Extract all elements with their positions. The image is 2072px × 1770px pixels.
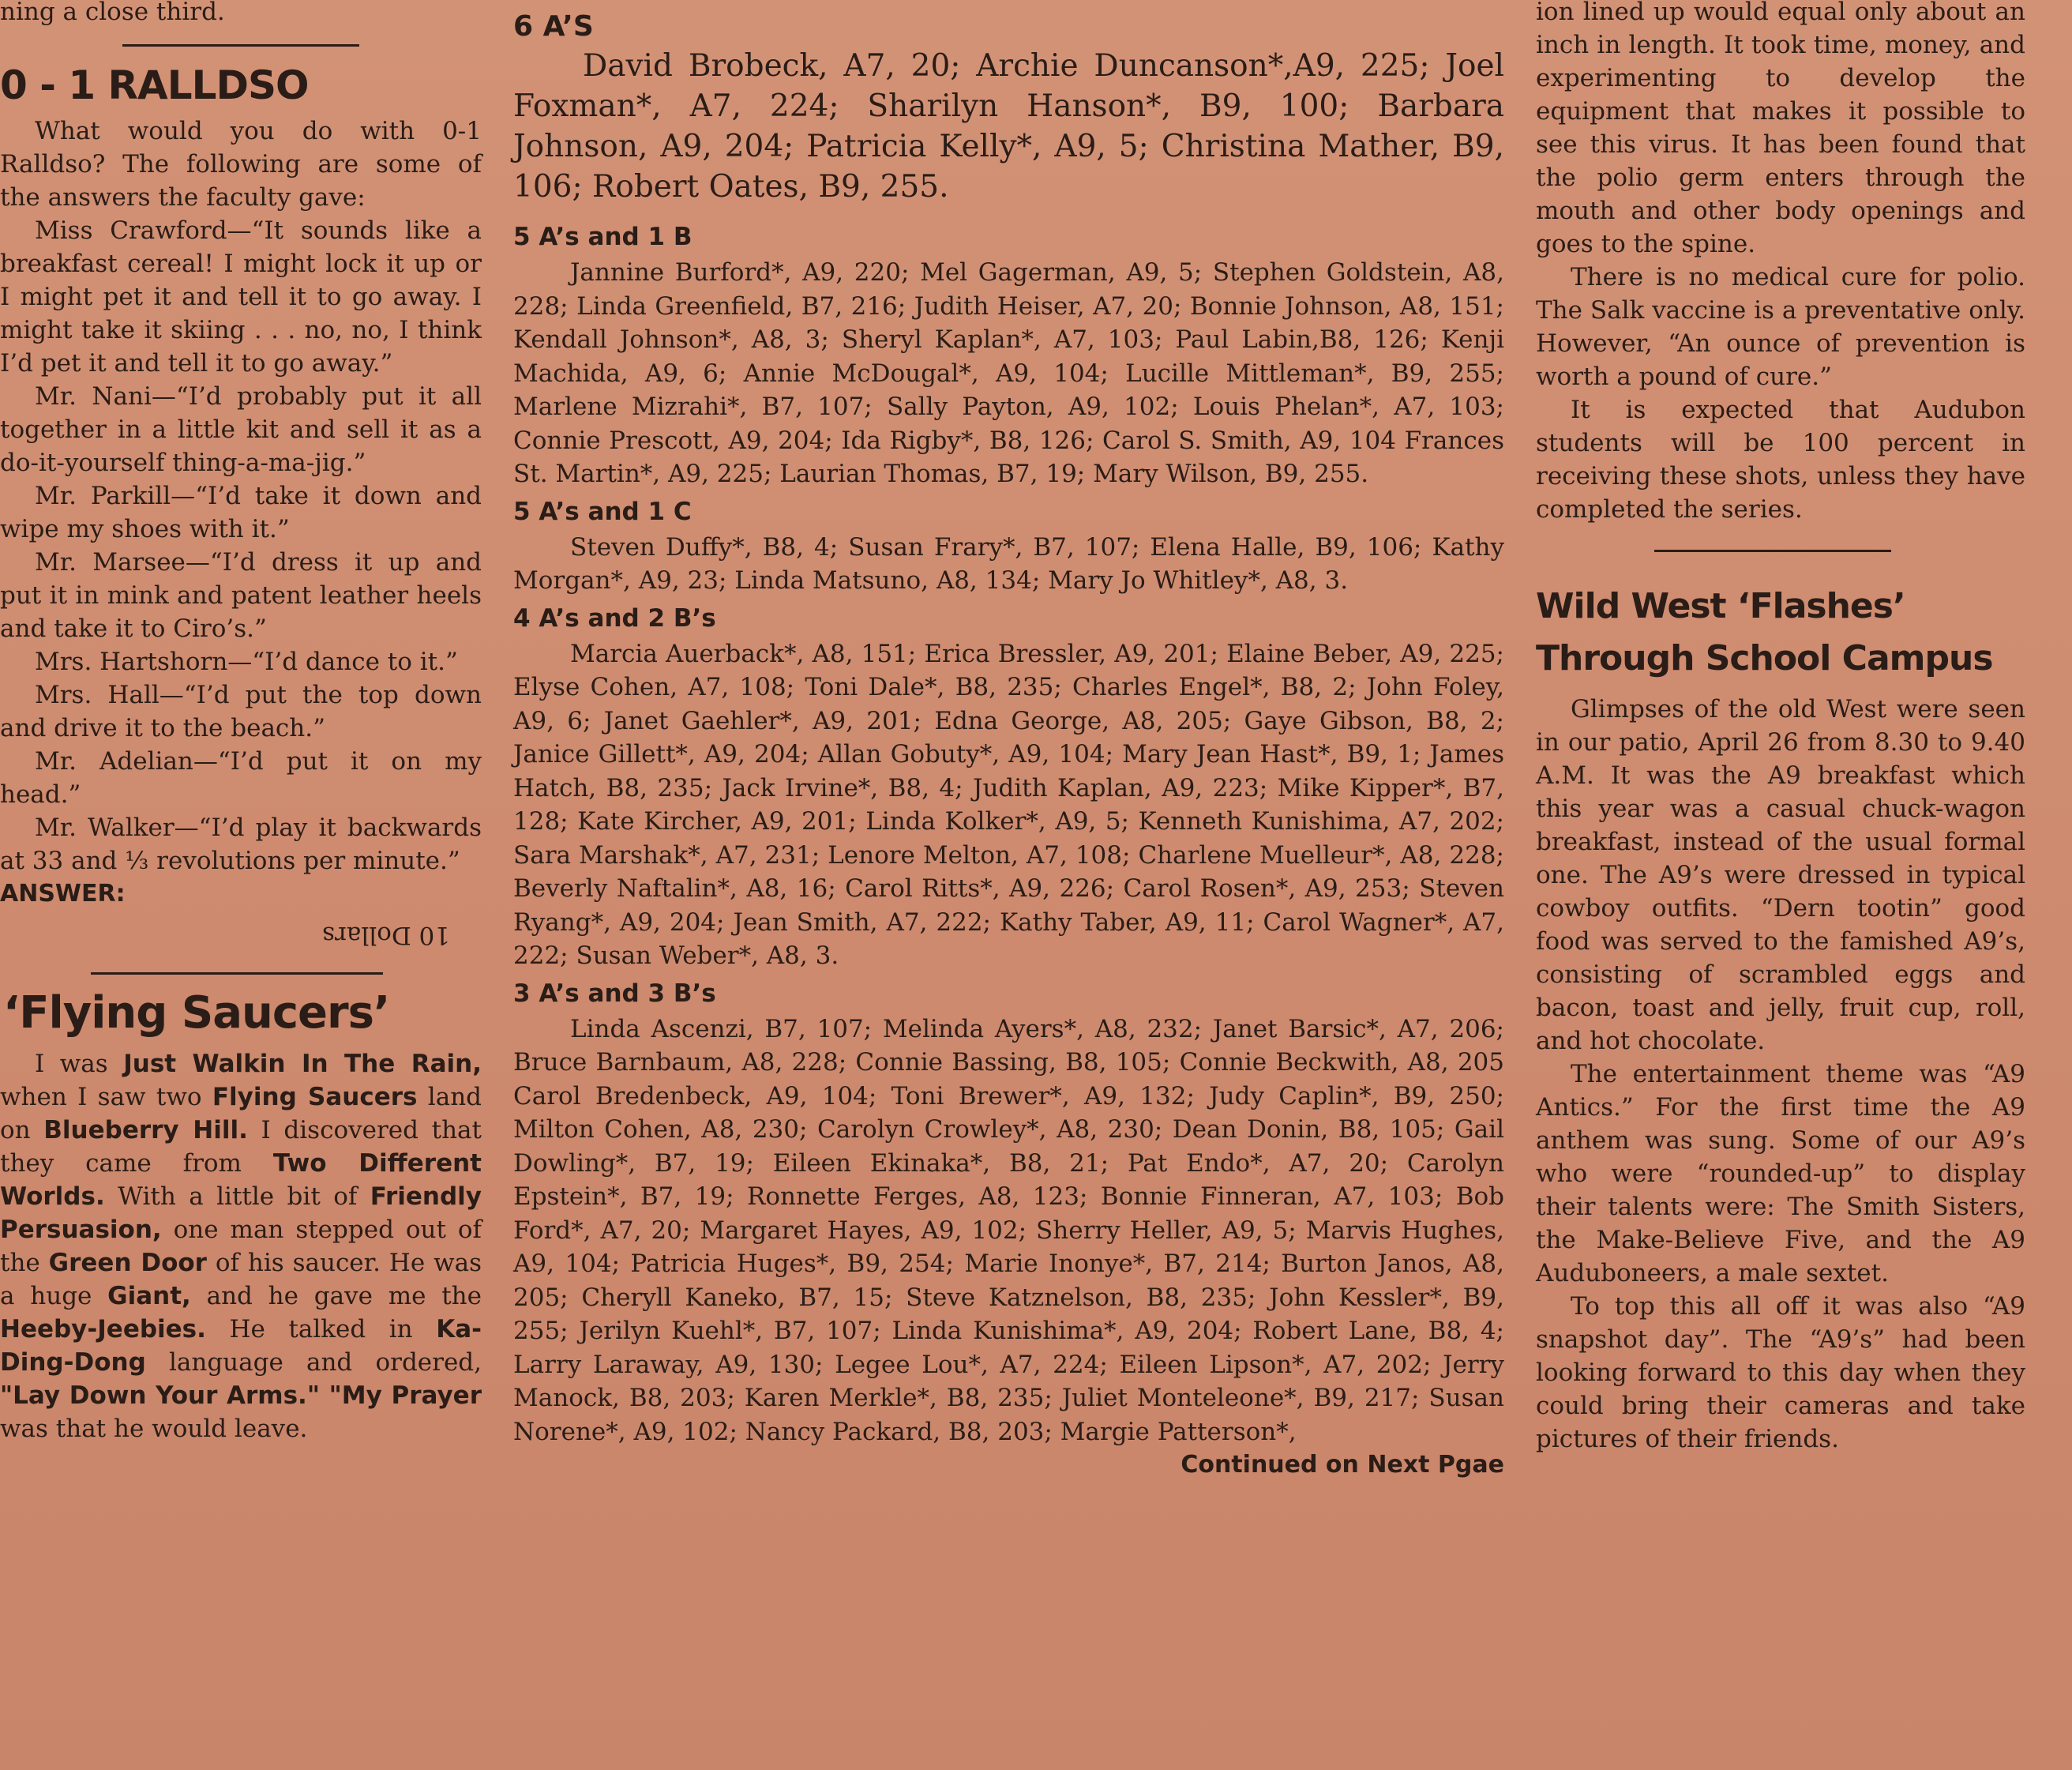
polio-paragraph: There is no medical cure for polio. The Salk vaccine is a preventative only. However, “An ounce of prevention is worth a pound of cure.”	[1536, 263, 2025, 391]
wildwest-paragraph: The entertainment theme was “A9 Antics.” For the first time the A9 anthem was sung. Some of our A9’s who were “rounded-up” to display their talents were: The Smith Sisters, the Make-Believe Five, and the A9 Auduboneers, a male sextet.	[1536, 1060, 2025, 1287]
student-name-list: Steven Duffy*, B8, 4; Susan Frary*, B7, 107; Elena Halle, B9, 106; Kathy Morgan*, A9, 23; Linda Matsuno, A8, 134; Mary Jo Whitley*, A8, 3.	[513, 532, 1504, 595]
song-title: "Lay Down Your Arms." "My Prayer	[0, 1381, 482, 1410]
saucers-text: was that he would leave.	[0, 1415, 308, 1443]
left-column	[0, 0, 482, 1445]
polio-article	[1536, 0, 2025, 526]
ralldso-paragraph: Mr. Walker—“I’d play it backwards at 33 and ⅓ revolutions per minute.”	[0, 814, 482, 875]
divider	[122, 44, 359, 47]
song-title: Green Door	[48, 1249, 207, 1277]
ralldso-paragraph: Mrs. Hartshorn—“I’d dance to it.”	[35, 648, 458, 676]
song-title: Giant,	[107, 1282, 191, 1310]
ralldso-paragraph: Mrs. Hall—“I’d put the top down and drive it to the beach.”	[0, 681, 482, 742]
song-title: Just Walkin In The Rain,	[123, 1050, 482, 1078]
saucers-text: land on	[0, 1083, 482, 1144]
ralldso-paragraph: Mr. Marsee—“I’d dress it up and put it in mink and patent leather heels and take it to Ciro’s.”	[0, 548, 482, 643]
saucers-text: language and ordered,	[145, 1348, 482, 1377]
saucers-text: of his saucer. He was a huge	[0, 1249, 482, 1310]
saucers-text: He talked in	[205, 1315, 437, 1343]
ralldso-paragraph: Mr. Adelian—“I’d put it on my head.”	[0, 747, 482, 809]
wildwest-paragraph: To top this all off it was also “A9 snapshot day”. The “A9’s” had been looking forward to this day when they could bring their cameras and take pictures of their friends.	[1536, 1292, 2025, 1453]
ralldso-paragraph: What would you do with 0-1 Ralldso? The following are some of the answers the faculty gave:	[0, 117, 482, 212]
honor-roll-list	[513, 9, 1504, 1449]
ralldso-article	[0, 115, 482, 877]
divider	[91, 972, 383, 975]
saucers-headline: ‘Flying Saucers’	[3, 987, 390, 1039]
wildwest-headline: Wild West ‘Flashes’ Through School Campus	[1536, 586, 1993, 678]
song-title: Friendly Persuasion,	[0, 1182, 482, 1244]
saucers-text: I was	[35, 1050, 124, 1078]
song-title: Blueberry Hill.	[43, 1116, 248, 1144]
student-name-list: David Brobeck, A7, 20; Archie Duncanson*,A9, 225; Joel Foxman*, A7, 224; Sharilyn Hanson*, B9, 100; Barbara Johnson, A9, 204; Patricia Kelly*, A9, 5; Christina Mather, B9, 106; Robert Oates, B9, 255.	[513, 48, 1504, 205]
ralldso-headline: 0 - 1 RALLDSO	[0, 62, 309, 108]
saucers-text: With a little bit of	[104, 1182, 370, 1211]
answer-upside-down: 10 Dollars	[322, 921, 450, 949]
student-name-list: Jannine Burford*, A9, 220; Mel Gagerman, A9, 5; Stephen Goldstein, A8, 228; Linda Greenfield, B7, 216; Judith Heiser, A7, 20; Bonnie Johnson, A8, 151; Kendall Johnson*, A8, 3; Sheryl Kaplan*, A7, 103; Paul Labin,B8, 126; Kenji Machida, A9, 6; Annie McDougal*, A9, 104; Lucille Mittleman*, B9, 255; Marlene Mizrahi*, B7, 107; Sally Payton, A9, 102; Louis Phelan*, A7, 103; Connie Prescott, A9, 204; Ida Rigby*, B8, 126; Carol S. Smith, A9, 104 Frances St. Martin*, A9, 225; Laurian Thomas, B7, 19; Mary Wilson, B9, 255.	[513, 258, 1504, 488]
ralldso-paragraph: Mr. Parkill—“I’d take it down and wipe my shoes with it.”	[0, 482, 482, 543]
saucers-text: when I saw two	[0, 1083, 212, 1111]
honor-roll-column	[513, 0, 1504, 1482]
ralldso-paragraph: Miss Crawford—“It sounds like a breakfast cereal! I might lock it up or I might pet it and tell it to go away. I might take it skiing . . . no, no, I think I’d pet it and tell it to go away.”	[0, 216, 482, 378]
saucers-text: and he gave me the	[190, 1282, 482, 1310]
song-title: Flying Saucers	[212, 1083, 418, 1111]
continued-note: Continued on Next Pgae	[1181, 1451, 1504, 1479]
grade-group-heading: 4 A’s and 2 B’s	[513, 603, 716, 633]
ralldso-paragraph: Mr. Nani—“I’d probably put it all together in a little kit and sell it as a do-it-yourself thing-a-ma-jig.”	[0, 382, 482, 477]
song-title: Two Different Worlds.	[0, 1149, 482, 1211]
right-column	[1536, 0, 2025, 1456]
song-title: Ka-Ding-Dong	[0, 1315, 482, 1377]
polio-paragraph: It is expected that Audubon students will be 100 percent in receiving these shots, unless they have completed the series.	[1536, 396, 2025, 524]
saucers-text: one man stepped out of the	[0, 1216, 482, 1277]
wildwest-paragraph: Glimpses of the old West were seen in our patio, April 26 from 8.30 to 9.40 A.M. It was the A9 breakfast which this year was a casual chuck-wagon breakfast, instead of the usual formal one. The A9’s were dressed in typical cowboy outfits. “Dern tootin” good food was served to the famished A9’s, consisting of scrambled eggs and bacon, toast and jelly, fruit cup, roll, and hot chocolate.	[1536, 695, 2025, 1055]
polio-paragraph: ion lined up would equal only about an inch in length. It took time, money, and experimenting to develop the equipment that makes it possible to see this virus. It has been found that the polio germ enters through the mouth and other body openings and goes to the spine.	[1536, 0, 2025, 258]
student-name-list: Marcia Auerback*, A8, 151; Erica Bressler, A9, 201; Elaine Beber, A9, 225; Elyse Cohen, A7, 108; Toni Dale*, B8, 235; Charles Engel*, B8, 2; John Foley, A9, 6; Janet Gaehler*, A9, 201; Edna George, A8, 205; Gaye Gibson, B8, 2; Janice Gillett*, A9, 204; Allan Gobuty*, A9, 104; Mary Jean Hast*, B9, 1; James Hatch, B8, 235; Jack Irvine*, B8, 4; Judith Kaplan, A9, 223; Mike Kipper*, B7, 128; Kate Kircher, A9, 201; Linda Kolker*, A9, 5; Kenneth Kunishima, A7, 202; Sara Marshak*, A7, 231; Lenore Melton, A7, 108; Charlene Muelleur*, A8, 228; Beverly Naftalin*, A8, 16; Carol Ritts*, A9, 226; Carol Rosen*, A9, 253; Steven Ryang*, A9, 204; Jean Smith, A7, 222; Kathy Taber, A9, 11; Carol Wagner*, A7, 222; Susan Weber*, A8, 3.	[513, 639, 1504, 970]
top-fragment: ning a close third.	[0, 0, 225, 26]
wildwest-article	[1536, 693, 2025, 1456]
answer-label: ANSWER:	[0, 880, 126, 908]
saucers-article	[0, 1047, 482, 1445]
grade-group-heading: 3 A’s and 3 B’s	[513, 979, 716, 1008]
saucers-text: I discovered that they came from	[0, 1116, 482, 1178]
grade-group-heading: 5 A’s and 1 B	[513, 223, 693, 251]
divider	[1654, 550, 1891, 552]
song-title: Heeby-Jeebies.	[0, 1315, 206, 1343]
grade-group-heading: 5 A’s and 1 C	[513, 497, 692, 526]
grade-group-heading: 6 A’S	[513, 10, 594, 43]
student-name-list: Linda Ascenzi, B7, 107; Melinda Ayers*, A8, 232; Janet Barsic*, A7, 206; Bruce Barnbaum, A8, 228; Connie Bassing, B8, 105; Connie Beckwith, A8, 205 Carol Bredenbeck, A9, 104; Toni Brewer*, A9, 132; Judy Caplin*, B9, 250; Milton Cohen, A8, 230; Carolyn Crowley*, A8, 230; Dean Donin, B8, 105; Gail Dowling*, B7, 19; Eileen Ekinaka*, B8, 21; Pat Endo*, A7, 20; Carolyn Epstein*, B7, 19; Ronnette Ferges, A8, 123; Bonnie Finneran, A7, 103; Bob Ford*, A7, 20; Margaret Hayes, A9, 102; Sherry Heller, A9, 5; Marvis Hughes, A9, 104; Patricia Huges*, B9, 254; Marie Inonye*, B7, 214; Burton Janos, A8, 205; Cheryll Kaneko, B7, 15; Steve Katznelson, B8, 235; John Kessler*, B9, 255; Jerilyn Kuehl*, B7, 107; Linda Kunishima*, A9, 204; Robert Lane, B8, 4; Larry Laraway, A9, 130; Legee Lou*, A7, 224; Eileen Lipson*, A7, 202; Jerry Manock, B8, 203; Karen Merkle*, B8, 235; Juliet Monteleone*, B9, 217; Susan Norene*, A9, 102; Nancy Packard, B8, 203; Margie Patterson*,	[513, 1014, 1504, 1446]
